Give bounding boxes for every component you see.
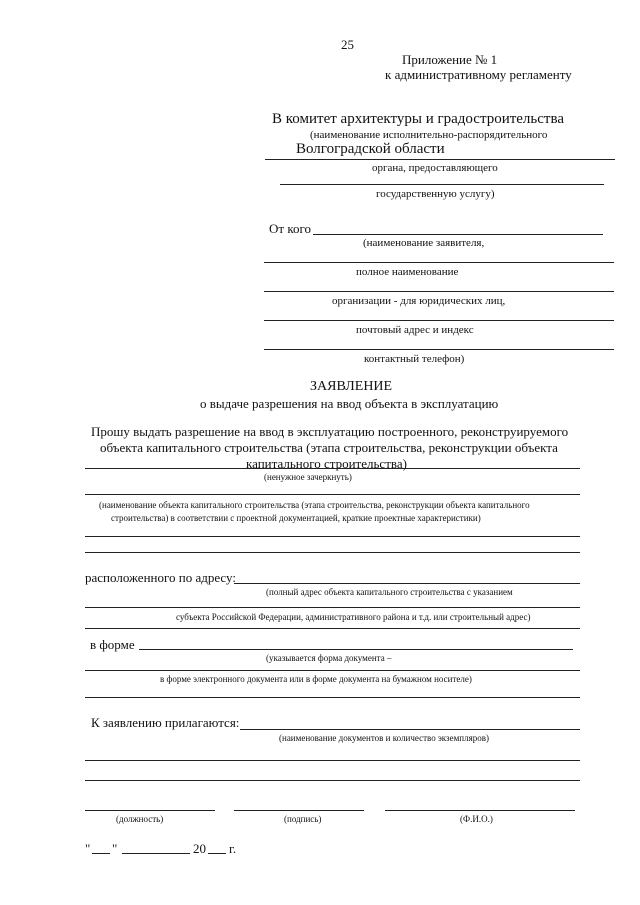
date-year-line xyxy=(208,853,226,854)
date-quote-open: " xyxy=(85,841,91,856)
request-line2: объекта капитального строительства (этапа строительства, реконструкции объекта xyxy=(100,440,558,455)
position-hint: (должность) xyxy=(116,814,164,824)
attachments-hint: (наименование документов и количество экземпляров) xyxy=(279,733,489,743)
form-hint1: (указывается форма документа – xyxy=(266,653,392,663)
address-hint1: (полный адрес объекта капитального строительства с указанием xyxy=(266,587,513,597)
date-year-suffix: г. xyxy=(229,841,237,856)
recipient-hint3: государственную услугу) xyxy=(376,188,495,200)
from-hint5: контактный телефон) xyxy=(364,353,465,365)
name-hint: (Ф.И.О.) xyxy=(460,814,493,824)
address-underline-3 xyxy=(85,628,580,629)
attachments-underline-2 xyxy=(85,760,580,761)
from-underline-5 xyxy=(264,349,614,350)
request-line3: капитального строительства) xyxy=(246,456,407,471)
address-hint2: субъекта Российской Федерации, административного района и т.д. или строительный адрес) xyxy=(176,612,531,622)
object-underline-2 xyxy=(85,536,580,537)
recipient-underline-2 xyxy=(280,184,604,185)
recipient-hint1: (наименование исполнительно-распорядительного xyxy=(310,129,548,141)
recipient-hint2: органа, предоставляющего xyxy=(372,162,498,174)
date-month-line xyxy=(122,853,190,854)
object-hint-line2: строительства) в соответствии с проектной документацией, краткие проектные характеристики) xyxy=(111,513,481,523)
object-hint-line1: (наименование объекта капитального строительства (этапа строительства, реконструкции объекта капитального xyxy=(99,500,530,510)
date-quote-close: " xyxy=(112,841,118,856)
address-label: расположенного по адресу: xyxy=(85,570,236,585)
request-hint: (ненужное зачеркнуть) xyxy=(264,472,352,482)
from-hint1: (наименование заявителя, xyxy=(363,237,485,249)
address-underline-2 xyxy=(85,607,580,608)
address-underline-1 xyxy=(234,583,580,584)
appendix-title: Приложение № 1 xyxy=(402,52,498,67)
name-line xyxy=(385,810,575,811)
form-underline-1 xyxy=(139,649,573,650)
from-hint4: почтовый адрес и индекс xyxy=(356,324,474,336)
object-underline-1 xyxy=(85,494,580,495)
attachments-underline-3 xyxy=(85,780,580,781)
from-underline-4 xyxy=(264,320,614,321)
position-line xyxy=(85,810,215,811)
attachments-underline-1 xyxy=(240,729,580,730)
form-hint2: в форме электронного документа или в форме документа на бумажном носителе) xyxy=(160,674,472,684)
appendix-subtitle: к административному регламенту xyxy=(385,67,572,82)
page-number: 25 xyxy=(341,37,354,52)
signature-hint: (подпись) xyxy=(284,814,322,824)
from-hint3: организации - для юридических лиц, xyxy=(332,295,506,307)
form-underline-3 xyxy=(85,697,580,698)
recipient-line1: В комитет архитектуры и градостроительства xyxy=(272,111,565,127)
date-year-prefix: 20 xyxy=(193,841,206,856)
from-hint2: полное наименование xyxy=(356,266,459,278)
recipient-line2: Волгоградской области xyxy=(296,141,445,157)
form-underline-2 xyxy=(85,670,580,671)
request-underline xyxy=(85,468,580,469)
from-underline-2 xyxy=(264,262,614,263)
form-label: в форме xyxy=(90,637,135,652)
date-day-line xyxy=(92,853,110,854)
object-underline-3 xyxy=(85,552,580,553)
document-subtitle: о выдаче разрешения на ввод объекта в эксплуатацию xyxy=(200,396,499,411)
signature-line xyxy=(234,810,364,811)
attachments-label: К заявлению прилагаются: xyxy=(91,715,240,730)
from-underline-3 xyxy=(264,291,614,292)
from-underline-1 xyxy=(313,234,603,235)
document-title: ЗАЯВЛЕНИЕ xyxy=(310,379,393,394)
from-label: От кого xyxy=(269,221,311,236)
recipient-underline-1 xyxy=(265,159,615,160)
request-line1: Прошу выдать разрешение на ввод в эксплуатацию построенного, реконструируемого xyxy=(91,424,569,439)
